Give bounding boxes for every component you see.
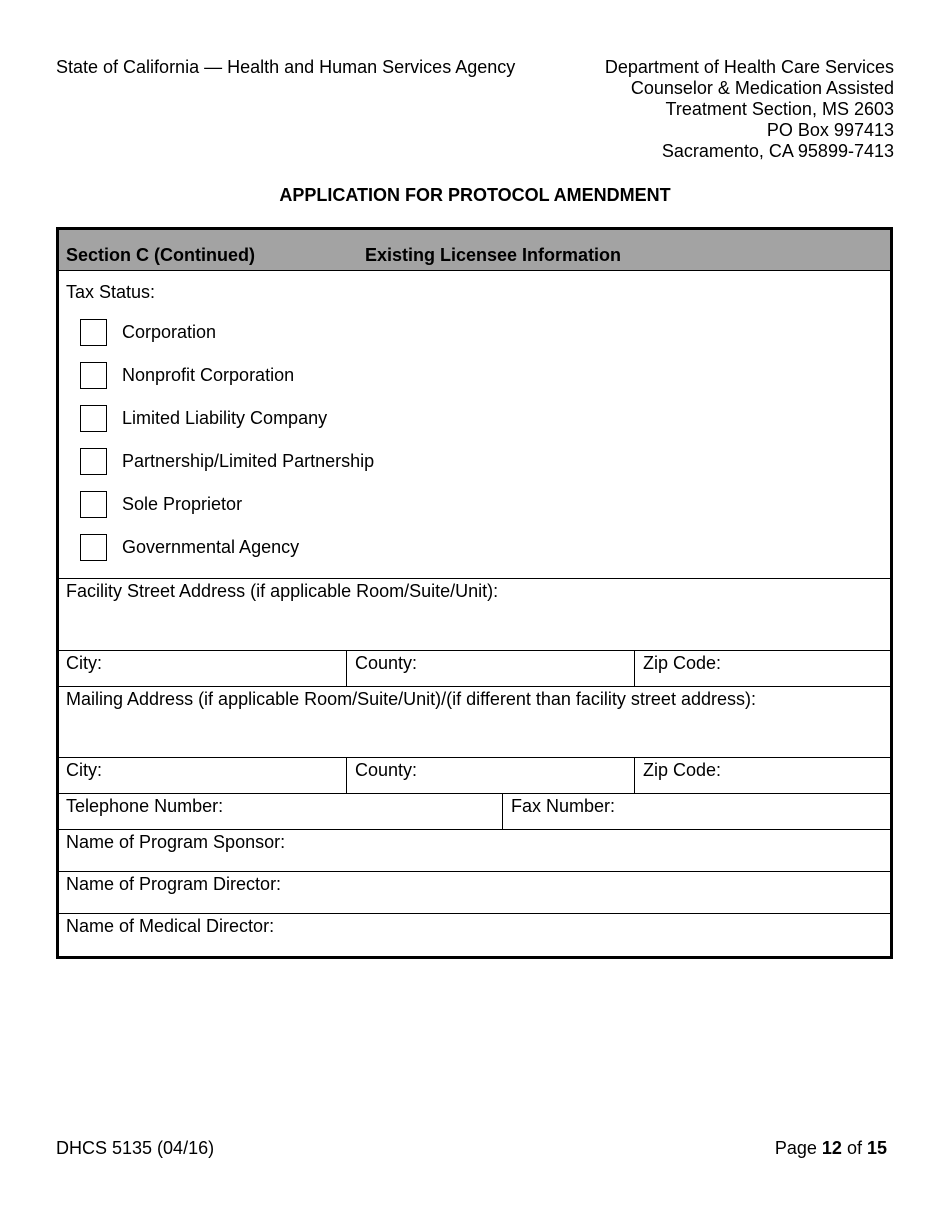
licensee-info-form <box>56 227 893 959</box>
llc-checkbox[interactable] <box>80 405 107 432</box>
agency-name: State of California — Health and Human Services Agency <box>56 57 516 77</box>
partnership-checkbox[interactable] <box>80 448 107 475</box>
divider <box>59 686 890 687</box>
page-total: 15 <box>866 1138 887 1158</box>
mailing-address-field[interactable]: Mailing Address (if applicable Room/Suite/Unit)/(if different than facility street address): <box>66 689 756 709</box>
medical-director-field[interactable]: Name of Medical Director: <box>66 916 275 936</box>
nonprofit-label: Nonprofit Corporation <box>122 365 295 385</box>
divider <box>59 829 890 830</box>
department-line: PO Box 997413 <box>766 120 894 140</box>
form-title: APPLICATION FOR PROTOCOL AMENDMENT <box>279 185 671 205</box>
divider <box>634 650 635 686</box>
divider <box>59 913 890 914</box>
section-header <box>59 230 890 271</box>
corporation-label: Corporation <box>122 322 217 342</box>
section-label: Section C (Continued) <box>66 245 255 265</box>
department-line: Sacramento, CA 95899-7413 <box>661 141 894 161</box>
nonprofit-checkbox[interactable] <box>80 362 107 389</box>
divider <box>502 793 503 829</box>
partnership-label: Partnership/Limited Partnership <box>122 451 375 471</box>
fax-field[interactable]: Fax Number: <box>511 796 616 816</box>
facility-zip-field[interactable]: Zip Code: <box>643 653 722 673</box>
department-address <box>605 57 894 162</box>
page-of: of <box>846 1138 862 1158</box>
divider <box>634 757 635 793</box>
divider <box>346 650 347 686</box>
divider <box>59 793 890 794</box>
department-line: Treatment Section, MS 2603 <box>665 99 894 119</box>
governmental-checkbox[interactable] <box>80 534 107 561</box>
divider <box>59 650 890 651</box>
governmental-label: Governmental Agency <box>122 537 300 557</box>
facility-street-address-field[interactable]: Facility Street Address (if applicable Room/Suite/Unit): <box>66 581 499 601</box>
page-current: 12 <box>821 1138 842 1158</box>
form-id: DHCS 5135 (04/16) <box>56 1138 215 1158</box>
facility-county-field[interactable]: County: <box>355 653 418 673</box>
divider <box>59 871 890 872</box>
corporation-checkbox[interactable] <box>80 319 107 346</box>
program-sponsor-field[interactable]: Name of Program Sponsor: <box>66 832 286 852</box>
section-title: Existing Licensee Information <box>365 245 622 265</box>
sole-proprietor-checkbox[interactable] <box>80 491 107 518</box>
mailing-city-field[interactable]: City: <box>66 760 102 780</box>
program-director-field[interactable]: Name of Program Director: <box>66 874 282 894</box>
divider <box>346 757 347 793</box>
divider <box>59 757 890 758</box>
mailing-county-field[interactable]: County: <box>355 760 418 780</box>
facility-city-field[interactable]: City: <box>66 653 102 673</box>
tax-status-label: Tax Status: <box>66 282 156 302</box>
page-prefix: Page <box>774 1138 817 1158</box>
page-number <box>775 1138 887 1159</box>
sole-proprietor-label: Sole Proprietor <box>122 494 243 514</box>
department-line: Counselor & Medication Assisted <box>630 78 894 98</box>
llc-label: Limited Liability Company <box>122 408 328 428</box>
department-line: Department of Health Care Services <box>604 57 894 77</box>
mailing-zip-field[interactable]: Zip Code: <box>643 760 722 780</box>
divider <box>59 578 890 579</box>
telephone-field[interactable]: Telephone Number: <box>66 796 224 816</box>
